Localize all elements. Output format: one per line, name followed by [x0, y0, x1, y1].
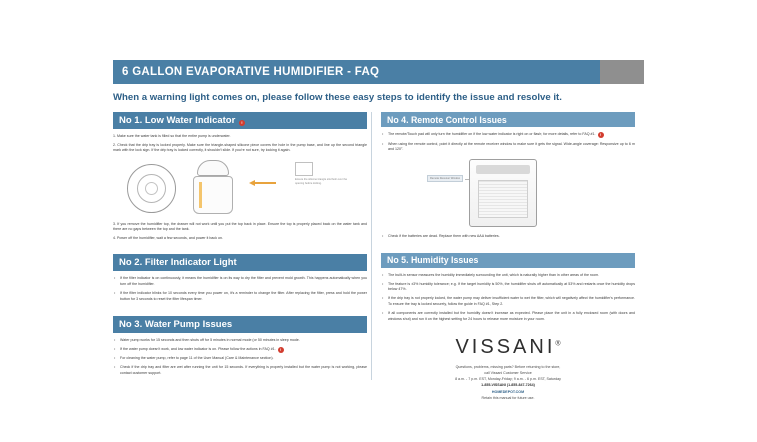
page-subtitle: When a warning light comes on, please follow these easy steps to identify the issue and resolve it. — [113, 92, 562, 103]
warning-icon: ! — [239, 120, 245, 126]
drip-tray-diagram-icon — [127, 164, 176, 213]
list-item — [388, 132, 635, 138]
brand-block — [381, 336, 635, 401]
list-item: • If all components are correctly installed but the humidity doesn't increase as expected. Please place the unit in a fully enclosed room (with doors and windows shut) and run it on the highest setting for 24 hours to release more moisture in your room. — [388, 311, 635, 322]
list-item — [120, 347, 367, 353]
support-call-line: call Vissani Customer Service — [484, 371, 532, 376]
spacer — [113, 244, 367, 254]
support-info — [381, 364, 635, 401]
list-item: • If the drip tray is not properly locked, the water pump may deliver insufficient water to wet the filter, which will negatively affect the humidifier's performance. To ensure the tray is locked securely, follow the guide in FAQ #1, Step 2. — [388, 296, 635, 307]
support-phone[interactable]: 1-855-VISSANI (1-855-847-7264) — [481, 383, 535, 388]
brand-logo — [381, 336, 635, 359]
figure-note-text: Ensure the silicone triangle sits flush over the opening before locking. — [295, 177, 348, 185]
remote-receiver-callout: Remote Receiver Window — [427, 175, 463, 182]
figure-note — [295, 162, 353, 186]
page-title: 6 GALLON EVAPORATIVE HUMIDIFIER - FAQ — [113, 60, 600, 84]
left-column — [113, 112, 367, 380]
humidifier-grille-icon — [478, 180, 528, 218]
list-item-text: If the water pump doesn't work, and low water indicator is on. Please follow the actions in FAQ #1. — [120, 346, 276, 351]
warning-icon: ! — [598, 132, 604, 138]
support-hours: 8 a.m. - 7 p.m. EST, Monday-Friday; 9 a.m. - 6 p.m. EST, Saturday — [455, 377, 561, 382]
tank-lid-icon — [197, 160, 229, 176]
water-pump-bullets — [113, 338, 367, 377]
remote-receiver-figure — [381, 157, 635, 229]
tank-water-level-strip-icon — [199, 182, 202, 208]
list-item: • For cleaning the water pump, refer to page 11 of the User Manual (Care & Maintenance section). — [120, 356, 367, 362]
retain-manual-note: Retain this manual for future use. — [481, 395, 535, 400]
list-item: • The feature is ±3% humidity tolerance; e.g. If the target humidity is 50%, the humidifier shuts off automatically at 53% and restarts once the humidity drops below 47%. — [388, 282, 635, 293]
list-item: • If the filter indicator is on continuously, it means the humidifier is on its way to dry the filter and prevent mold growth. This happens automatically when you turn off the humidifier. — [120, 276, 367, 287]
list-item: • Check if the batteries are dead. Replace them with new AAA batteries. — [388, 234, 635, 240]
section-heading-filter: No 2. Filter Indicator Light — [113, 254, 367, 271]
low-water-steps — [113, 134, 367, 154]
spacer — [113, 306, 367, 316]
remote-bullets — [381, 132, 635, 153]
humidifier-diagram-icon — [469, 159, 537, 227]
right-column — [381, 112, 635, 401]
list-item: • When using the remote control, point it directly at the remote receiver window to make sure it gets the signal. Wide-angle coverage: Responsive up to 6 m and 120°. — [388, 142, 635, 153]
header-band — [113, 60, 644, 84]
list-item: • If the filter indicator blinks for 10 seconds every time you power on, it's a reminder to change the filter. After replacing the filter, press and hold the power button for 3 seconds to reset the filter lifespan timer. — [120, 291, 367, 302]
list-item-text: The remote/Touch pad will only turn the humidifier on if the low water indicator is right on or flash; for more details, refer to FAQ #1. — [388, 132, 596, 136]
low-water-step-2: 2. Check that the drip tray is locked properly. Make sure the triangle-shaped silicone piece covers the hole in the pump base, and line up the second triangle mark with the lock sign. If the drip tray is locked correctly, it shouldn't slide. If you're not sure, try locking it again. — [113, 142, 367, 153]
remote-bullets-cont — [381, 234, 635, 240]
brand-trademark: ® — [555, 340, 561, 348]
low-water-step-4: 4. Power off the humidifier, wait a few seconds, and power it back on. — [113, 235, 224, 240]
section-heading-low-water-label: No 1. Low Water Indicator — [119, 115, 236, 126]
arrow-tail-icon — [254, 182, 276, 184]
warning-icon: ! — [278, 347, 284, 353]
section-heading-humidity: No 5. Humidity Issues — [381, 253, 635, 268]
figure-note-thumbnail-icon — [295, 162, 313, 176]
list-item: • The built-in sensor measures the humidity immediately surrounding the unit, which is naturally higher than in other areas of the room. — [388, 273, 635, 279]
section-heading-water-pump: No 3. Water Pump Issues — [113, 316, 367, 333]
humidifier-control-panel-icon — [476, 165, 530, 174]
support-line: Questions, problems, missing parts? Before returning to the store, — [455, 365, 561, 370]
filter-bullets — [113, 276, 367, 302]
section-heading-low-water — [113, 112, 367, 129]
support-website[interactable]: HOMEDEPOT.COM — [491, 389, 525, 394]
arrow-icon — [249, 172, 289, 198]
list-item: • Check if the drip tray and filter are wet after running the unit for 15 seconds. If everything is properly installed but the water pump is not working, please contact customer support. — [120, 365, 367, 376]
water-tank-diagram-icon — [191, 160, 243, 214]
column-divider — [371, 112, 372, 380]
brand-name-text: VISSANI — [455, 336, 556, 359]
humidity-bullets — [381, 273, 635, 322]
header-accent-block — [600, 60, 644, 84]
list-item: • Water pump works for 15 seconds and then shuts off for 5 minutes in normal mode (or 50 minutes in sleep mode. — [120, 338, 367, 344]
low-water-figure — [113, 158, 367, 218]
low-water-steps-cont — [113, 222, 367, 242]
spacer — [381, 243, 635, 253]
section-heading-remote: No 4. Remote Control Issues — [381, 112, 635, 127]
low-water-step-3: 3. If you remove the humidifier top, the drawer will not work until you put the top back in place. Ensure the top is properly placed back on the water tank and there are no gaps between the top and the tank. — [113, 221, 367, 232]
low-water-step-1: 1. Make sure the water tank is filled so that the entire pump is underwater. — [113, 134, 231, 138]
